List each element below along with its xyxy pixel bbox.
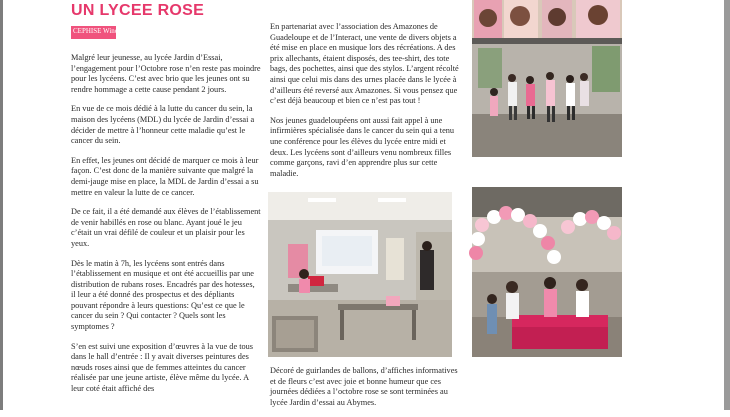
paragraph: De ce fait, il a été demandé aux élèves de l’établissement de venir habillés en rose ou blanc. Ayant joué le jeu c’était un vrai défilé de couleur et un plaisir pour les yeux. <box>71 207 261 248</box>
conference-photo <box>268 192 452 357</box>
left-page-edge <box>0 0 3 410</box>
balloon-stand-photo <box>472 187 622 357</box>
column-1 <box>71 53 261 404</box>
photo-caption <box>270 366 460 417</box>
paragraph: Dès le matin à 7h, les lycéens sont entrés dans l’établissement en musique et ont été accueillis par une distribution de rubans roses. Encadrés par des hotesses, il leur a été donné des prospectus et des dépliants pouvant répondre à leurs questions: Qu’est ce que le cancer du sein ? Qui contacter ? Quels sont les symptomes ? <box>71 258 255 332</box>
paragraph: Nos jeunes guadeloupéens ont aussi fait appel à une infirmières spécialisée dans le cancer du sein qui a tenu une conférence pour les élèves du lycée entre midi et deux. Les lycéens sont d’ailleurs venu nombreux filles comme garçons, ravi d’en apprendre plus sur cette maladie. <box>270 115 455 178</box>
column-2 <box>270 22 460 188</box>
right-page-edge <box>724 0 730 410</box>
hall-exhibition-photo <box>472 0 622 157</box>
paragraph: En effet, les jeunes ont décidé de marquer ce mois à leur façon. C’est donc de la manière suivante que malgré la demi-jauge mise en place, la MDL de Jardin d’essai a su mettre en valeur la lutte de ce cancer. <box>71 155 259 197</box>
article-title: UN LYCEE ROSE <box>71 2 205 19</box>
paragraph: Malgré leur jeunesse, au lycée Jardin d’Essai, l’engagement pour l’Octobre rose n’en reste pas moindre pour les lycéens. C’est avec brio que les jeunes ont su rendre hommage a cette cause pendant 2 jours. <box>71 53 261 94</box>
paragraph: En vue de ce mois dédié à la lutte du cancer du sein, la maison des lycéens (MDL) du lycée de Jardin d’essai a décider de mettre à l’honneur cette maladie qu’est le cancer du sein. <box>71 104 255 146</box>
paragraph: En partenariat avec l’association des Amazones de Guadeloupe et de l’Interact, une vente de divers objets a été mise en place en musique lors des récréations. A des prix allechants, étaient disposés, des tee-shirt, des tote bags, des pochettes, ainsi que des stylos. L’argent récolté ainsi que celui mis dans des urnes placée dans le lycée à d’ailleurs été reversé aux Amazones. Si vous pensez que c’est déjà beaucoup et bien ce n’est pas tout ! <box>270 22 459 106</box>
paragraph: S’en est suivi une exposition d’œuvres à la vue de tous dans le hall d’entrée : Il y avait diverses peintures des nœuds roses ainsi que de femmes atteintes du cancer réalisée par une jeune artiste, élève même du lycée. A leur coté était affiché des <box>71 341 254 394</box>
author-tag: CEPHISE Winona <box>71 26 116 39</box>
caption-text: Décoré de guirlandes de ballons, d’affiches informatives et de fleurs c’est avec joie et bonne humeur que ces journées dédiées a l’octobre rose se sont terminées au lycée Jardin d’essai au Abymes. <box>270 366 458 407</box>
